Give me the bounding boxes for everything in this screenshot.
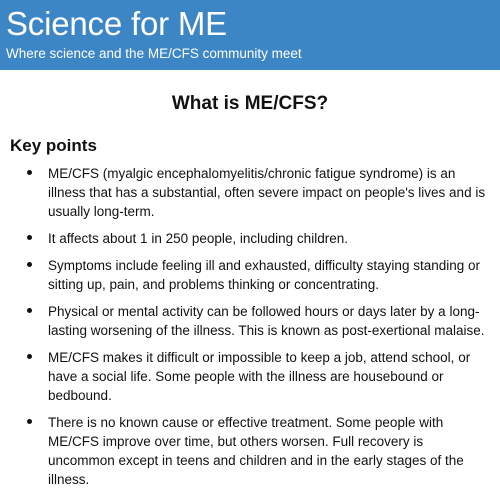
bullet-icon [27, 235, 32, 240]
site-title[interactable]: Science for ME [6, 5, 227, 42]
bullet-icon [27, 354, 32, 359]
key-point-text: Physical or mental activity can be followed hours or days later by a long-lasting worsening of the illness. This is known as post-exertional malaise. [48, 304, 485, 338]
list-item [0, 302, 500, 340]
bullet-icon [27, 262, 32, 267]
key-point-text: There is no known cause or effective treatment. Some people with ME/CFS improve over time, but others worsen. Full recovery is uncommon except in teens and children and in the early stages of the illness. [48, 415, 464, 487]
bullet-icon [27, 170, 32, 175]
bullet-icon [27, 419, 32, 424]
list-item [0, 229, 500, 248]
key-point-text: Symptoms include feeling ill and exhausted, difficulty staying standing or sitting up, pain, and problems thinking or concentrating. [48, 258, 480, 292]
key-point-text: It affects about 1 in 250 people, including children. [48, 231, 348, 246]
key-point-text: ME/CFS (myalgic encephalomyelitis/chronic fatigue syndrome) is an illness that has a substantial, often severe impact on people's lives and is usually long-term. [48, 166, 486, 219]
bullet-icon [27, 308, 32, 313]
page-title: What is ME/CFS? [171, 93, 329, 114]
list-item [0, 164, 500, 221]
key-points-list [0, 164, 500, 497]
site-tagline: Where science and the ME/CFS community meet [6, 46, 302, 61]
list-item [0, 256, 500, 294]
section-heading-key-points: Key points [10, 136, 97, 155]
list-item [0, 348, 500, 405]
list-item [0, 413, 500, 489]
site-header [0, 0, 500, 70]
key-point-text: ME/CFS makes it difficult or impossible to keep a job, attend school, or have a social life. Some people with the illness are housebound or bedbound. [48, 350, 471, 403]
